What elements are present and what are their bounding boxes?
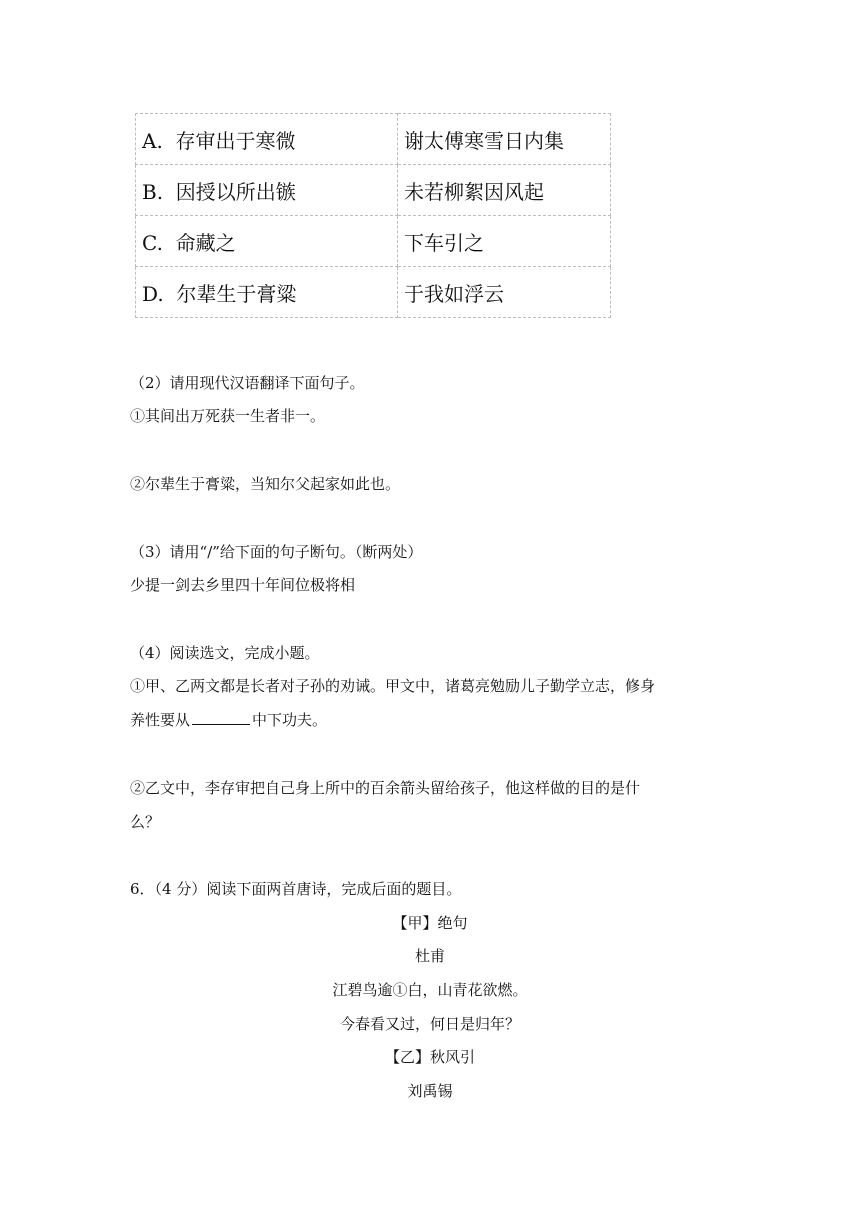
- q4-item-1-line-2: 养性要从 中下功夫。: [130, 711, 328, 729]
- poem2-author: 刘禹锡: [407, 1082, 453, 1100]
- option-d-right: 于我如浮云: [398, 267, 611, 318]
- option-c-left: C. 命藏之: [136, 216, 398, 267]
- option-a-left: A. 存审出于寒微: [136, 114, 398, 165]
- q3-prompt: （3）请用“/”给下面的句子断句。（断两处）: [130, 543, 423, 561]
- q3-sentence: 少提一剑去乡里四十年间位极将相: [130, 576, 356, 594]
- poem1-line-1: 江碧鸟逾①白，山青花欲燃。: [332, 981, 528, 999]
- q4-item-2-line-1: ②乙文中，李存审把自己身上所中的百余箭头留给孩子，他这样做的目的是什: [130, 779, 641, 797]
- option-d-left: D. 尔辈生于膏粱: [136, 267, 398, 318]
- options-table: [135, 113, 611, 318]
- poem2-title: 【乙】秋风引: [384, 1048, 475, 1066]
- q6-heading: 6．（4 分）阅读下面两首唐诗，完成后面的题目。: [130, 880, 462, 898]
- q2-sentence-2: ②尔辈生于膏粱，当知尔父起家如此也。: [130, 475, 401, 493]
- q2-sentence-1: ①其间出万死获一生者非一。: [130, 407, 326, 425]
- table-row: [136, 114, 611, 165]
- option-b-right: 未若柳絮因风起: [398, 165, 611, 216]
- q4-item-1-line-1: ①甲、乙两文都是长者对子孙的劝诫。甲文中，诸葛亮勉励儿子勤学立志，修身: [130, 677, 656, 695]
- q2-prompt: （2）请用现代汉语翻译下面句子。: [130, 374, 365, 392]
- poem1-line-2: 今春看又过，何日是归年？: [339, 1015, 520, 1033]
- table-row: [136, 216, 611, 267]
- poem1-author: 杜甫: [414, 947, 445, 965]
- option-c-right: 下车引之: [398, 216, 611, 267]
- poem1-title: 【甲】绝句: [392, 914, 468, 932]
- answer-blank[interactable]: [192, 710, 250, 725]
- table-row: [136, 165, 611, 216]
- q4-prompt: （4）阅读选文，完成小题。: [130, 644, 320, 662]
- q4-item-2-line-2: 么？: [130, 813, 161, 831]
- option-a-right: 谢太傅寒雪日内集: [398, 114, 611, 165]
- option-b-left: B. 因授以所出镞: [136, 165, 398, 216]
- table-row: [136, 267, 611, 318]
